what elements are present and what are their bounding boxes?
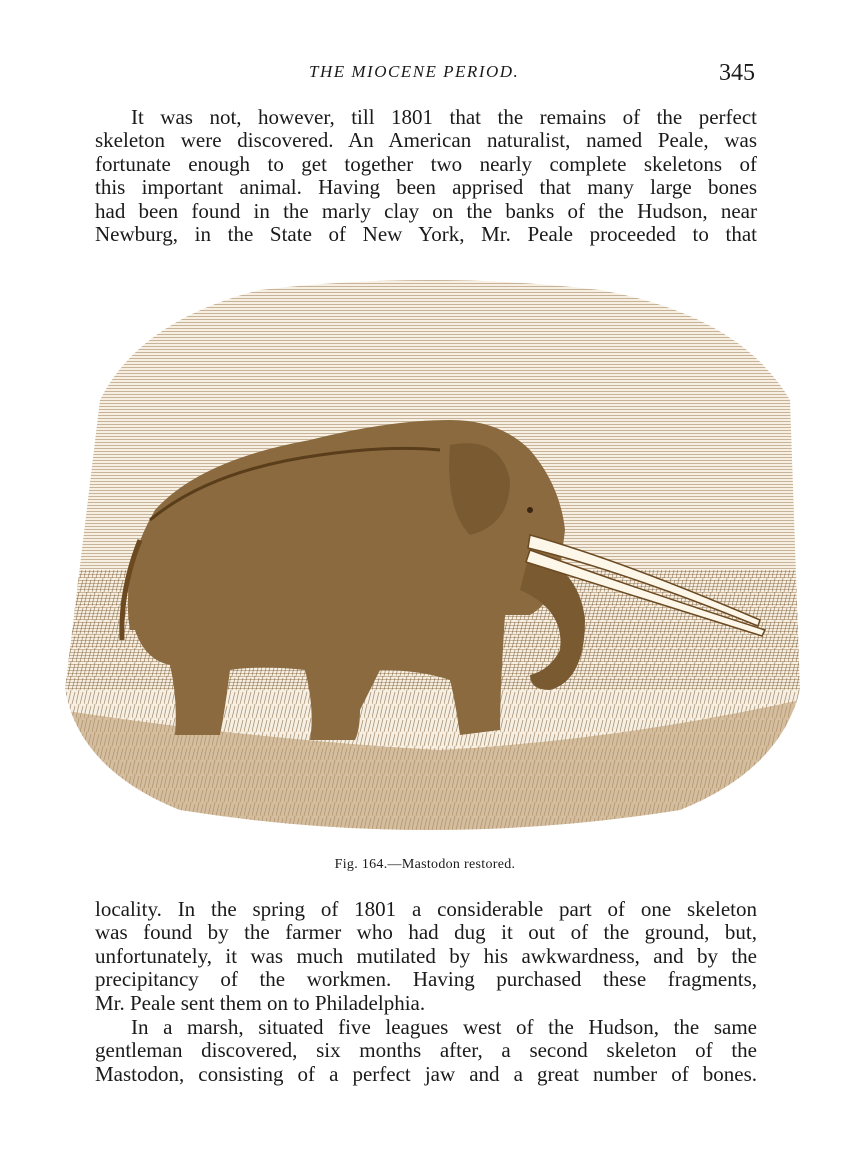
paragraph-line: was found by the farmer who had dug it out of the ground, but, (95, 920, 757, 945)
paragraph-line: Mr. Peale sent them on to Philadelphia. (95, 990, 426, 1015)
paragraph-2 (95, 898, 757, 1015)
paragraph-1 (95, 106, 757, 246)
paragraph-line: In a marsh, situated five leagues west of the Hudson, the same (131, 1015, 757, 1039)
paragraph-3 (95, 1016, 757, 1086)
running-header (95, 60, 755, 90)
running-title: THE MIOCENE PERIOD. (309, 62, 520, 81)
paragraph-line: locality. In the spring of 1801 a considerable part of one skeleton (95, 897, 757, 921)
paragraph-line: Newburg, in the State of New York, Mr. Peale proceeded to that (95, 222, 757, 247)
page-number: 345 (719, 60, 755, 86)
paragraph-line: Mastodon, consisting of a perfect jaw and a great number of bones. (95, 1061, 757, 1086)
paragraph-line: It was not, however, till 1801 that the remains of the perfect (131, 105, 757, 129)
paragraph-line: precipitancy of the workmen. Having purchased these fragments, (95, 967, 757, 992)
paragraph-line: had been found in the marly clay on the banks of the Hudson, near (95, 198, 757, 223)
paragraph-line: this important animal. Having been apprised that many large bones (95, 175, 757, 200)
paragraph-line: gentleman discovered, six months after, a second skeleton of the (95, 1038, 757, 1063)
paragraph-line: fortunate enough to get together two nearly complete skeletons of (95, 151, 757, 176)
figure-caption: Fig. 164.—Mastodon restored. (334, 857, 516, 872)
paragraph-line: skeleton were discovered. An American naturalist, named Peale, was (95, 128, 757, 153)
mastodon-illustration (60, 270, 800, 840)
paragraph-line: unfortunately, it was much mutilated by his awkwardness, and by the (95, 943, 757, 968)
